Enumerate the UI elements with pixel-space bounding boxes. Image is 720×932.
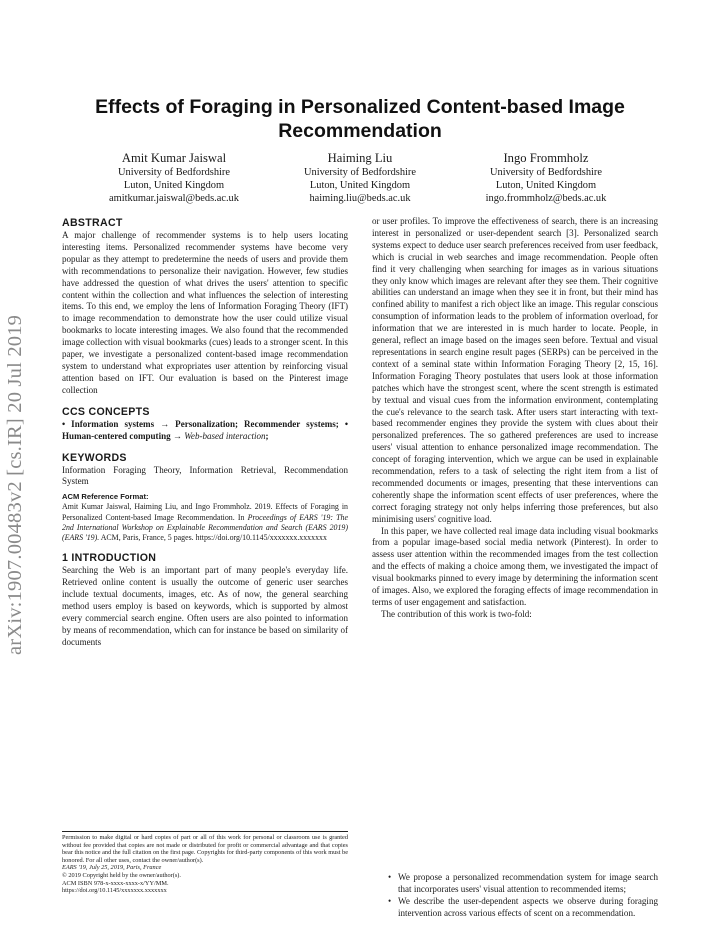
ccs-text [62,419,348,443]
reference-authors: Amit Kumar Jaiswal, Haiming Liu, and Ingo Frommholz. 2019. Effects of Foraging in Personalized Content-based Image Recommendation. In [62,502,348,522]
list-item-text: We describe the user-dependent aspects we observe during foraging intervention across various effects of scent on a recommendation. [398,895,658,918]
ccs-end: ; [265,430,269,441]
author-affiliation: University of Bedfordshire [490,167,602,178]
author-email[interactable]: ingo.frommholz@beds.ac.uk [485,193,607,204]
right-column [372,216,658,621]
footnote [62,831,348,895]
introduction-heading: 1 INTRODUCTION [62,552,157,565]
bullet-icon: • [388,895,392,906]
ccs-concepts: • Information systems → Personalization; Recommender systems; • Human-centered computing → [62,418,348,441]
author-name: Amit Kumar Jaiswal [121,151,227,165]
introduction-text: Searching the Web is an important part of many people's everyday life. Retrieved online content is usually the outcome of generic user searches include textual documents, images, etc. As of now, the general searching method users employ is based on keywords, which is supported by almost every commercial search engine. Often users are also pointed to information by means of recommendation, which can for instance be based on similarity of documents [62,565,348,647]
body-paragraph: The contribution of this work is two-fold: [381,608,532,619]
arxiv-identifier[interactable]: arXiv:1907.00483v2 [cs.IR] 20 Jul 2019 [4,314,26,655]
bullet-icon: • [388,872,392,882]
isbn-line: ACM ISBN 978-x-xxxx-xxxx-x/YY/MM. [62,879,169,887]
author-name: Ingo Frommholz [503,151,589,165]
list-item [388,896,658,920]
author-affiliation: University of Bedfordshire [304,167,416,178]
author-affiliation: University of Bedfordshire [118,167,230,178]
paper-title: Effects of Foraging in Personalized Content-based Image Recommendation [95,96,625,142]
copyright-line: © 2019 Copyright held by the owner/author(s). [62,871,181,879]
left-column [62,216,348,648]
body-paragraph: or user profiles. To improve the effectiveness of search, there is an increasing interest in personalized or user-dependent search [3]. Personalized search systems expect to deduce user search preferences received from user feedback, which is crucial in web searches and image recommendation. People often find it very challenging when searching for images as in various situations they only know which images are relevant after they see them. Their cognitive abilities can understand an image when they see it in front, but their mind has confined ability to manifest a rich object like an image. This regular conscious consumption of information leads to the problem of information overload, for information that we are interested in is much harder to locate. People, in general, reflect an image based on the images seen before. Textual and visual representations in search engine result pages (SERPs) can be perceived in the context of a seminal state within Information Foraging Theory [2, 15, 16]. Information Foraging Theory postulates that users look at those information patches which have the strongest scent, where the scent strength is estimated by textual and visual cues from the information environment, contemplating the cue's relevance to the search task. After users start interacting with text-based recommender engines they provide the system with clues about their personalized preferences. The so gathered preferences are used to increase users' visual attention to enhance personalized image recommendation. The concept of foraging intervention, which we argue can be used in explainable recommendation, refers to a task of selecting the right item from a list of recommended documents or images, presenting that these interventions can coherently shape the information scent effects of user preferences, where the correct foraging strategy not only helps inferring those preferences, but also minimising users' cognitive load. [372,216,658,524]
list-item-text: We propose a personalized recommendation system for image search that incorporates users' visual attention to recommended items; [398,872,658,894]
abstract-text: A major challenge of recommender systems is to help users locating interesting items. Personalized recommender systems have become very popular as they attempt to predetermine the needs of users and provide them with recommendations to personalize their navigation. However, few studies have addressed the question of what drives the users' attention to specific content within the collection and what influences the selection of interesting items. To this end, we employ the lens of Information Foraging Theory (IFT) to image recommendation to demonstrate how the user could utilize visual bookmarks to locate interesting images. We also found that the recommended image collection with visual bookmarks (cues) leads to a stronger scent. In this paper, we investigate a personalized content-based image recommendation system to understand what expropriates user attention by reinforcing visual attention based on IFT. Our evaluation is based on the Pinterest image collection [62,230,348,395]
author-block [260,150,460,205]
author-location: Luton, United Kingdom [123,180,225,191]
author-location: Luton, United Kingdom [309,180,411,191]
abstract-heading: ABSTRACT [62,217,123,229]
author-email[interactable]: amitkumar.jaiswal@beds.ac.uk [109,193,239,204]
body-paragraph: In this paper, we have collected real image data including visual bookmarks from a popular image-based social media network (Pinterest). In order to assess user attention within the recommended images from the test collection and the effects of making a choice among them, we investigated the impact of visual bookmarks pinned to every image by determining the information scent of images. Also, we explored the foraging effects of image recommendation in terms of user engagement and satisfaction. [372,525,658,607]
acm-reference-text [62,502,348,543]
author-email[interactable]: haiming.liu@beds.ac.uk [309,193,411,204]
author-block [74,150,274,205]
acm-reference-heading: ACM Reference Format: [62,492,149,502]
keywords-text: Information Foraging Theory, Information Retrieval, Recommendation System [62,464,348,487]
permission-notice: Permission to make digital or hard copies of part or all of this work for personal or classroom use is granted without fee provided that copies are not made or distributed for profit or commercial advantage and that copies bear this notice and the full citation on the first page. Copyrights for third-party components of this work must be honored. For all other uses, contact the owner/author(s). [62,834,348,864]
list-item [388,872,658,896]
author-location: Luton, United Kingdom [495,180,597,191]
venue-line: EARS '19, July 25, 2019, Paris, France [62,864,162,872]
author-name: Haiming Liu [327,151,393,165]
reference-doi[interactable]: ACM, Paris, France, 5 pages. https://doi.org/10.1145/xxxxxxx.xxxxxxx [99,532,327,542]
contribution-list [388,872,658,920]
reference-proceedings: Proceedings of EARS '19: The 2nd International Workshop on Explainable Recommendation and Search (EARS 2019) (EARS '19). [62,512,348,542]
ccs-heading: CCS CONCEPTS [62,405,150,418]
author-block [446,150,646,205]
keywords-heading: KEYWORDS [62,451,127,464]
doi-line[interactable]: https://doi.org/10.1145/xxxxxxx.xxxxxxx [62,887,167,895]
ccs-concept-italic: Web-based interaction [184,430,266,441]
